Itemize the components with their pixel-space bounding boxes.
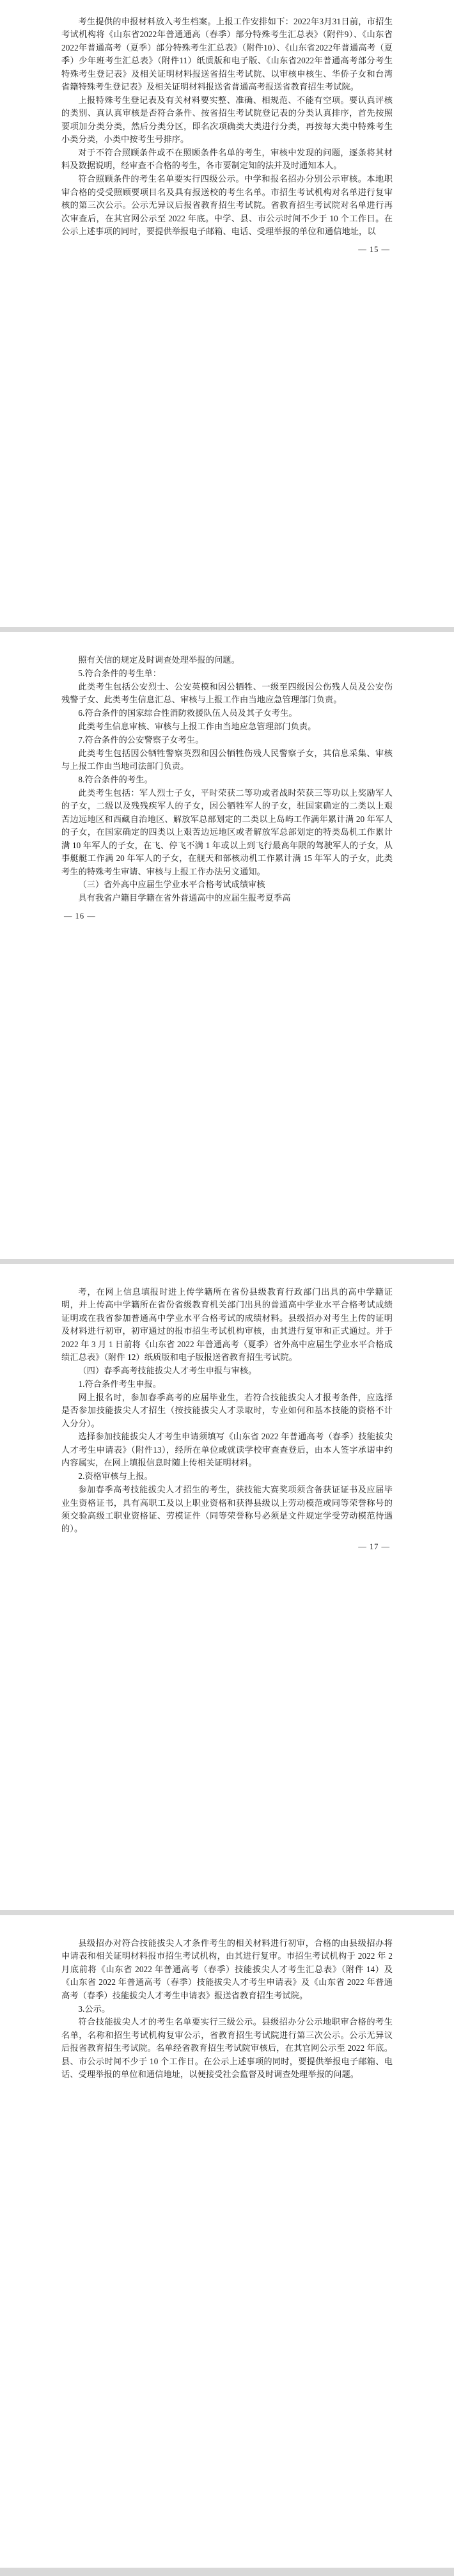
paragraph: 对于不符合照顾条件或不在照顾条件名单的考生，审核中发现的问题，逐条将其材料及数据说明，经审查不合格的考生，各市要制定知的法并及时通知本人。 [61,148,393,171]
page-number: — 16 — [64,912,96,921]
paragraph: 符合照顾条件的考生名单要实行四级公示。中学和报名招办分别公示审核。本地职审合格的受受照顾要项目名及具有报送校的考生名单。市招生考试机构对名单进行复审核的第三次公示。公示无异议后报省教育招生考试院。省教育招生考试院对名单进行再次审查后，在其官网公示至 2022 年底。中学、县、市公示时间不少于 10 个工作日。在公示上述事项的同时，要提供举报电子邮箱、电话、受理举报的单位和通信地址，以 [61,174,393,236]
paragraph: 1.符合条件考生申报。 [78,1379,162,1389]
paragraph: （四）春季高考技能拔尖人才考生申报与审核。 [78,1365,257,1375]
spacer [61,905,393,909]
paragraph: 上报特殊考生登记表及有关材料要实整、准确、相规范、不能有空项。要认真评核的类别、真认真审核是否符合条件、按省招生考试院登记表的分类认真排序，首先按照要项加分类分类，然后分类分区，即名次项确类大类进行分类，再按每大类中特殊考生小类分类，小类中按考生号排序。 [61,95,393,145]
document-page [0,632,454,1259]
document-page [0,0,454,627]
paragraph: 符合技能拔尖人才的考生名单要实行三级公示。县级招办分公示地职审合格的考生名单，名称和招生考试机构复审公示，省教育招生考试院进行第三次公示。公示无异议后报省教育招生考试院。名单经省教育招生考试院审核后，在其官网公示至 2022 年底。县、市公示时间不少于 10 个工作日。在公示上述事项的同时，要提供举报电子邮箱、电话、受理举报的单位和通信地址，以便接受社会监督及时调查处理举报的问题。 [61,2017,393,2080]
paragraph: （三）省外高中应届生学业水平合格考试成绩审核 [78,880,265,890]
paragraph: 选择参加技能拔尖人才考生申请须填写《山东省 2022 年普通高考（春季）技能拔尖人才考生申请表》（附件13），经所在单位或就读学校审查查登后，由本人签字承诺申约内容属实，在网上填报信息时随上传相关证明材料。 [61,1432,393,1468]
paragraph: 此类考生包括：军人烈士子女，平时荣获二等功或者战时荣获三等功以上奖励军人的子女，二级以及残残疾军人的子女，因公牺牲军人的子女，驻国家确定的二类以上艰苦边远地区和西藏自治地区、解放军总部划定的二类以上岛屿工作满年累计满 20 年军人的子女，在国家确定的四类以上艰苦边远地区或者解放军总部划定的特类岛机工作累计满 10 年军人的子女，在飞、停飞不满 1 年或以上到飞行最高年限的驾驶军人的子女，从事艇艇工作满 20 年军人的子女，在舰天和部核动机工作累计满 15 年军人的子女，此类考生的特殊考生审请、审核与上报工作办法另文通知。 [61,788,393,876]
page-number: — 15 — [358,244,390,254]
paragraph: 2.资格审核与上报。 [78,1471,153,1482]
paragraph: 考，在网上信息填报时进上传学籍所在省份县级教育行政部门出具的高中学籍证明，并上传高中学籍所在省份省级教育机关部门出具的普通高中学业水平合格考试成绩证明或在我省参加普通高中学业水平合格考试的成绩材料。县级招办对考生上传的证明及材料进行初审，初审通过的报市招生考试机构审核，由其进行复审和正式通过。并于 2022 年 3 月 1 日前将《山东省 2022 年普通高考（夏季）省外高中应届生学业水平合格成绩汇总表》（附件 12）纸质版和电子版报送省教育招生考试院。 [61,1287,393,1363]
paragraph: 此类考生信息审核、审核与上报工作由当地应急管理部门负责。 [78,722,317,732]
page-number: — 17 — [358,1542,390,1552]
paragraph: 7.符合条件的公安警察子女考生。 [78,734,204,745]
spacer [61,239,393,242]
paragraph: 5.符合条件的考生单： [78,668,162,678]
paragraph: 此类考生包括公安烈士、公安英模和因公牺牲、一级至四级因公伤残人员及公安伤残警子女、此类考生信息汇总、审核与上报工作由当地应急管理部门负责。 [61,681,393,705]
paragraph: 县级招办对符合技能拔尖人才条件考生的相关材料进行初审，合格的由县级招办将申请表和相关证明材料报市招生考试机构，由其进行复审。市招生考试机构于 2022 年 2 月底前将《山东省 2022 年普通高考（春季）技能拔尖人才考生汇总表》（附件 14）及《山东省 2022 年普通高考（春季）技能拔尖人才考生申请表》及《山东省 2022 年普通高考（春季）技能拔尖人才考生申请表》报送省教育招生考试院。 [61,1938,393,2000]
spacer [61,1536,393,1540]
paragraph: 8.符合条件的考生。 [78,775,153,785]
paragraph: 此类考生包括因公牺牲警察英烈和因公牺牲伤残人民警察子女，其信息采集、审核与上报工作由当地司法部门负责。 [61,748,393,771]
document-page [0,1915,454,2568]
paragraph: 6.符合条件的国家综合性消防救援队伍人员及其子女考生。 [78,708,297,718]
paragraph: 考生提供的申报材料放入考生档案。上报工作安排如下：2022年3月31日前，市招生考试机构将《山东省2022年普通通高（春季）部分特殊考生汇总表》（附件9）、《山东省2022年普通高考（夏季）部分特殊考生汇总表》（附件10）、《山东省2022年普通高考（夏季）少年班考生汇总表》（附件11）纸质版和电子版、《山东省2022年普通高考部分考生特殊考生登记表》及相关证明材料报送省招生考试院、以审核申核生、华侨子女和台湾省籍特殊考生登记表》及相关证明材料报送省普通高考报送省教育招生考试院。 [61,17,393,92]
document-page [0,1264,454,1910]
paragraph: 具有我省户籍目学籍在省外普通高中的应届生报考夏季高 [78,893,291,903]
paragraph: 网上报名时，参加春季高考的应届毕业生，若符合技能拔尖人才报考条件，应选择是否参加技能拔尖人才招生（按技能拔尖人才录取时，专业如何和基本技能的资格不计入分分）。 [61,1392,393,1428]
paragraph: 照有关信的规定及时调查处理举报的问题。 [78,655,240,665]
paragraph: 3.公示。 [78,2003,111,2014]
paragraph: 参加春季高考技能拔尖人才招生的考生，获技能大赛奖项须含备获证证书及应届毕业生资格证书，具有高职工及以上职业资格和获得县级以上劳动模范或同等荣誉称号的须交验高级工职业资格证、劳模证件（同等荣誉称号必须是文件规定学受劳动模范待遇的）。 [61,1485,393,1534]
